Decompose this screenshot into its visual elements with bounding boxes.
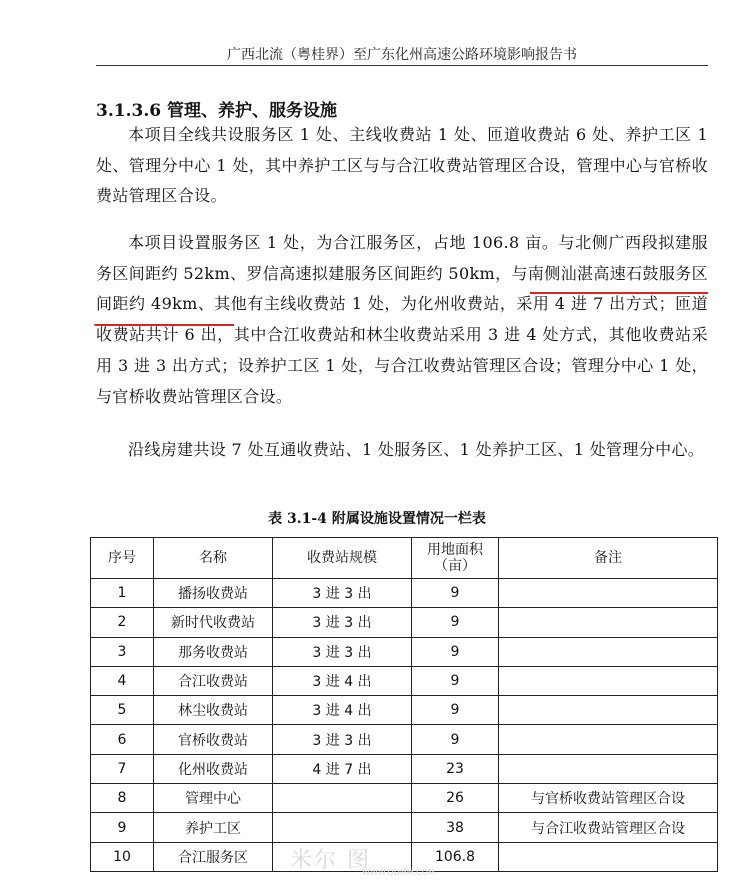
header-name: 名称 bbox=[154, 538, 273, 579]
facilities-table bbox=[90, 537, 718, 872]
cell-area: 23 bbox=[412, 754, 499, 783]
cell-note bbox=[499, 754, 718, 783]
section-number: 3.1.3.6 bbox=[96, 101, 162, 121]
header-idx: 序号 bbox=[91, 538, 154, 579]
cell-scale: 3 进 3 出 bbox=[273, 637, 412, 666]
cell-idx: 4 bbox=[91, 666, 154, 695]
cell-scale bbox=[273, 784, 412, 813]
cell-area: 9 bbox=[412, 696, 499, 725]
highlight-underline-2 bbox=[94, 324, 234, 326]
cell-name: 化州收费站 bbox=[154, 754, 273, 783]
watermark-url: WWW.QDMM.COM bbox=[362, 868, 435, 877]
cell-name: 合江服务区 bbox=[154, 842, 273, 871]
table-row bbox=[91, 725, 718, 754]
cell-name: 播扬收费站 bbox=[154, 579, 273, 608]
cell-name: 林尘收费站 bbox=[154, 696, 273, 725]
cell-idx: 9 bbox=[91, 813, 154, 842]
paragraph-2: 本项目设置服务区 1 处，为合江服务区，占地 106.8 亩。与北侧广西段拟建服务区间距约 52km、罗信高速拟建服务区间距约 50km，与南侧汕湛高速石鼓服务区间距约 49km、其他有主线收费站 1 处，为化州收费站，采用 4 进 7 出方式；匝道收费站共计 6 出，其中合江收费站和林尘收费站采用 3 进 4 处方式，其他收费站采用 3 进 3 出方式；设养护工区 1 处，与合江收费站管理区合设；管理分中心 1 处，与官桥收费站管理区合设。 bbox=[96, 233, 708, 406]
cell-note bbox=[499, 637, 718, 666]
header-rule bbox=[96, 65, 708, 66]
table-row bbox=[91, 754, 718, 783]
table-row bbox=[91, 813, 718, 842]
cell-area: 9 bbox=[412, 579, 499, 608]
cell-name: 官桥收费站 bbox=[154, 725, 273, 754]
section-title: 管理、养护、服务设施 bbox=[167, 101, 337, 121]
table-row bbox=[91, 579, 718, 608]
table-row bbox=[91, 637, 718, 666]
cell-area: 9 bbox=[412, 608, 499, 637]
watermark-logo: 米尔 图 bbox=[290, 848, 371, 873]
cell-area: 9 bbox=[412, 725, 499, 754]
header-area-line1: 用地面积 bbox=[427, 542, 483, 558]
cell-idx: 6 bbox=[91, 725, 154, 754]
header-note: 备注 bbox=[499, 538, 718, 579]
header-area bbox=[412, 538, 499, 579]
cell-note bbox=[499, 696, 718, 725]
cell-scale bbox=[273, 813, 412, 842]
header-area-line2: （亩） bbox=[434, 558, 476, 574]
section-heading bbox=[96, 96, 337, 121]
cell-idx: 2 bbox=[91, 608, 154, 637]
cell-name: 新时代收费站 bbox=[154, 608, 273, 637]
cell-idx: 5 bbox=[91, 696, 154, 725]
paragraph-1: 本项目全线共设服务区 1 处、主线收费站 1 处、匝道收费站 6 处、养护工区 1 处、管理分中心 1 处，其中养护工区与与合江收费站管理区合设，管理中心与官桥收费站管理区合设。 bbox=[96, 125, 708, 206]
cell-idx: 10 bbox=[91, 842, 154, 871]
table-row bbox=[91, 666, 718, 695]
cell-area: 38 bbox=[412, 813, 499, 842]
cell-scale: 3 进 4 出 bbox=[273, 696, 412, 725]
table-row bbox=[91, 608, 718, 637]
cell-scale: 3 进 3 出 bbox=[273, 579, 412, 608]
cell-note: 与合江收费站管理区合设 bbox=[499, 813, 718, 842]
cell-name: 养护工区 bbox=[154, 813, 273, 842]
paragraph-3: 沿线房建共设 7 处互通收费站、1 处服务区、1 处养护工区、1 处管理分中心。 bbox=[128, 440, 705, 459]
table-header-row bbox=[91, 538, 718, 579]
cell-name: 管理中心 bbox=[154, 784, 273, 813]
cell-idx: 8 bbox=[91, 784, 154, 813]
cell-note bbox=[499, 666, 718, 695]
document-header: 广西北流（粤桂界）至广东化州高速公路环境影响报告书 bbox=[227, 47, 577, 63]
cell-scale: 3 进 3 出 bbox=[273, 725, 412, 754]
cell-idx: 1 bbox=[91, 579, 154, 608]
header-scale: 收费站规模 bbox=[273, 538, 412, 579]
table-row bbox=[91, 696, 718, 725]
cell-area: 106.8 bbox=[412, 842, 499, 871]
cell-area: 26 bbox=[412, 784, 499, 813]
cell-scale: 3 进 3 出 bbox=[273, 608, 412, 637]
cell-scale: 4 进 7 出 bbox=[273, 754, 412, 783]
cell-idx: 7 bbox=[91, 754, 154, 783]
cell-note bbox=[499, 579, 718, 608]
highlight-underline-1 bbox=[530, 292, 708, 294]
cell-note bbox=[499, 725, 718, 754]
table-caption: 表 3.1-4 附属设施设置情况一栏表 bbox=[268, 511, 486, 527]
cell-note: 与官桥收费站管理区合设 bbox=[499, 784, 718, 813]
cell-name: 那务收费站 bbox=[154, 637, 273, 666]
cell-idx: 3 bbox=[91, 637, 154, 666]
cell-name: 合江收费站 bbox=[154, 666, 273, 695]
table-row bbox=[91, 784, 718, 813]
cell-area: 9 bbox=[412, 637, 499, 666]
cell-scale: 3 进 4 出 bbox=[273, 666, 412, 695]
cell-area: 9 bbox=[412, 666, 499, 695]
cell-note bbox=[499, 842, 718, 871]
cell-note bbox=[499, 608, 718, 637]
